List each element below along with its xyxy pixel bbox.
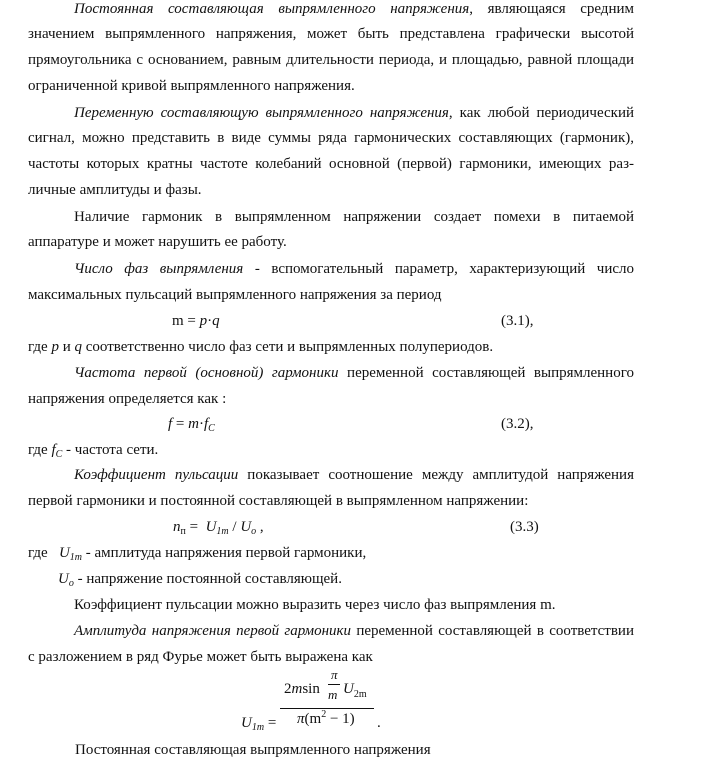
paragraph-6-line-2: напряжения определяется как : bbox=[28, 391, 227, 407]
equation-number-3-3: (3.3) bbox=[510, 519, 539, 535]
paragraph-1-line-3: прямоугольника с основанием, равным длительности периода, и площадью, равной площади bbox=[28, 52, 634, 68]
formula-u1m-label: $U_{1m}$ = bbox=[241, 715, 277, 733]
paragraph-2-line-4: личные амплитуды и фазы. bbox=[28, 182, 202, 198]
term-constant-component: Постоянная составляющая выпрямленного напряжения bbox=[74, 1, 470, 17]
definition-u1m: где $U_{1m}$ - амплитуда напряжения первой гармоники, bbox=[28, 545, 367, 563]
definition-uo: $U_o$ - напряжение постоянной составляющей. bbox=[58, 571, 342, 589]
equation-number-3-1: (3.1), bbox=[501, 313, 534, 329]
formula-3-1: m = p·q bbox=[172, 313, 220, 329]
paragraph-2-line-1: Переменную составляющую выпрямленного напряжения, как любой периодический bbox=[74, 105, 634, 121]
paragraph-1-line-2: значением выпрямленного напряжения, может быть представлена графически высотой bbox=[28, 26, 634, 42]
paragraph-7-line-1: где $f_C$ - частота сети. bbox=[28, 442, 159, 460]
paragraph-3-line-1: Наличие гармоник в выпрямленном напряжении создает помехи в питаемой bbox=[74, 209, 634, 225]
paragraph-2-line-2: сигнал, можно представить в виде суммы ряда гармонических составляющих (гармоник), bbox=[28, 130, 634, 146]
paragraph-1-line-1: Постоянная составляющая выпрямленного напряжения, являющаяся средним bbox=[74, 1, 634, 17]
paragraph-13-line-1: Постоянная составляющая выпрямленного напряжения bbox=[75, 742, 431, 758]
formula-m-denominator: m bbox=[328, 687, 338, 702]
paragraph-8-line-2: первой гармоники и постоянной составляющей в выпрямленном напряжении: bbox=[28, 493, 529, 509]
paragraph-5-line-1: где p и q соответственно число фаз сети и выпрямленных полупериодов. bbox=[28, 339, 494, 355]
paragraph-12-line-2: с разложением в ряд Фурье может быть выражена как bbox=[28, 649, 373, 665]
formula-3-3: $n_п = U_{1m} / U_o$ , bbox=[173, 519, 264, 537]
paragraph-4-line-2: максимальных пульсаций выпрямленного напряжения за период bbox=[28, 287, 442, 303]
formula-inner-fraction-bar bbox=[328, 684, 340, 685]
formula-denominator: $\pi(m^2 - 1)$ bbox=[297, 709, 355, 727]
paragraph-4-line-1: Число фаз выпрямления - вспомогательный параметр, характеризующий число bbox=[74, 261, 634, 277]
formula-main-fraction-bar bbox=[280, 708, 374, 709]
paragraph-11-line-1: Коэффициент пульсации можно выразить через число фаз выпрямления m. bbox=[74, 597, 556, 613]
formula-period: . bbox=[377, 715, 381, 731]
paragraph-8-line-1: Коэффициент пульсации показывает соотношение между амплитудой напряжения bbox=[74, 467, 634, 483]
equation-number-3-2: (3.2), bbox=[501, 416, 534, 432]
formula-u2m: $U_{2m}$ bbox=[343, 681, 367, 700]
paragraph-12-line-1: Амплитуда напряжения первой гармоники переменной составляющей в соответствии bbox=[74, 623, 634, 639]
formula-numerator: 2msin bbox=[284, 681, 320, 697]
formula-3-2: $f = m\cdot f_C$ bbox=[168, 416, 215, 434]
formula-pi-numerator: π bbox=[331, 667, 338, 682]
paragraph-1-line-4: ограниченной кривой выпрямленного напряжения. bbox=[28, 78, 355, 94]
paragraph-2-line-3: частоты которых кратны частоте колебаний основной (первой) гармоники, имеющих раз- bbox=[28, 156, 634, 172]
paragraph-3-line-2: аппаратуре и может нарушить ее работу. bbox=[28, 234, 287, 250]
paragraph-6-line-1: Частота первой (основной) гармоники переменной составляющей выпрямленного bbox=[74, 365, 634, 381]
